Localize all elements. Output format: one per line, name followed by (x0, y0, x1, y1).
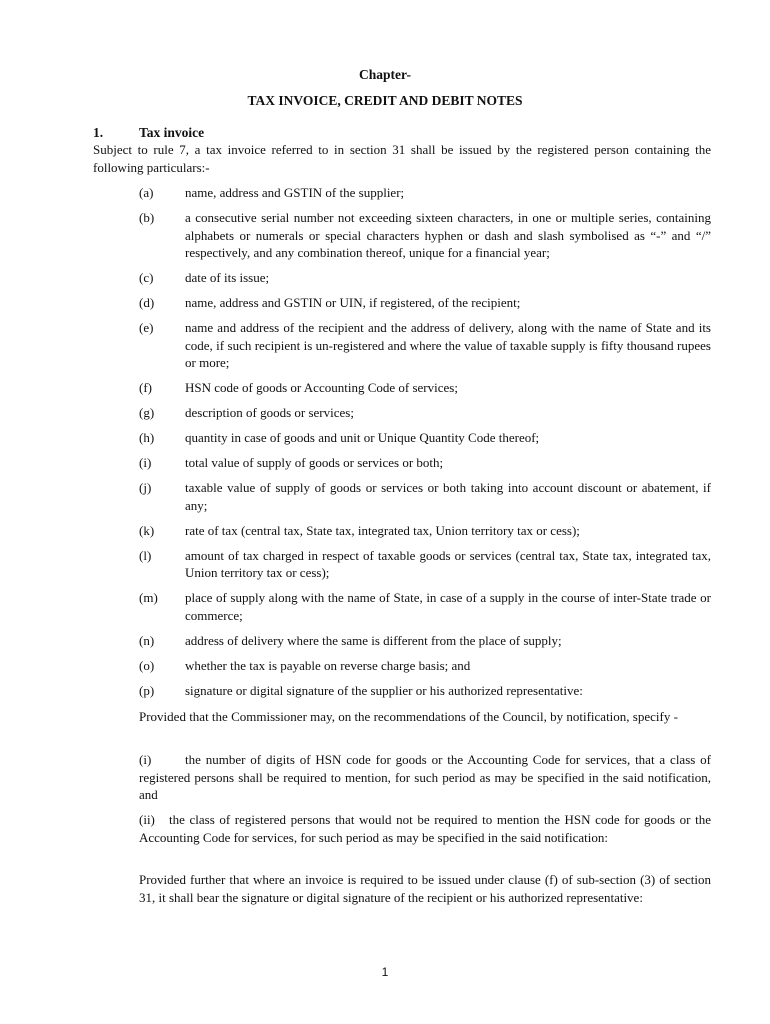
item-label: (e) (139, 320, 154, 335)
item-text: quantity in case of goods and unit or Unique Quantity Code thereof; (185, 430, 540, 445)
list-item (139, 404, 711, 422)
list-item (139, 269, 711, 287)
item-text: rate of tax (central tax, State tax, integrated tax, Union territory tax or cess); (185, 522, 580, 538)
intro-paragraph: Subject to rule 7, a tax invoice referred to in section 31 shall be issued by the registered person containing the following particulars:- (93, 142, 711, 175)
item-label: (g) (139, 405, 155, 420)
clause-label: (i) (139, 752, 152, 767)
list-item (139, 632, 711, 650)
item-text: name, address and GSTIN or UIN, if registered, of the recipient; (185, 295, 521, 310)
item-label: (b) (139, 210, 155, 225)
item-text: a consecutive serial number not exceeding sixteen characters, in one or multiple series, containing alphabets or numerals or special characters hyphen or dash and slash symbolised as “-” and “/” respectively, and any combination thereof, unique for a financial year; (185, 210, 711, 260)
list-item (139, 379, 711, 397)
particulars-list (139, 184, 711, 707)
list-item (139, 657, 711, 675)
clause-text: the number of digits of HSN code for goods or the Accounting Code for services, that a class of registered persons shall be required to mention, for such period as may be specified in the said notification, and (139, 752, 711, 802)
item-label: (n) (139, 632, 155, 648)
item-text: place of supply along with the name of State, in case of a supply in the course of inter-State trade or commerce; (185, 590, 711, 623)
list-item (139, 682, 711, 700)
item-text: HSN code of goods or Accounting Code of services; (185, 380, 458, 395)
item-label: (f) (139, 380, 152, 395)
section-number: 1. (93, 125, 104, 140)
list-item (139, 454, 711, 472)
proviso-further-paragraph: Provided further that where an invoice is required to be issued under clause (f) of sub-section (3) of section 31, it shall bear the signature or digital signature of the recipient or his authorized representative: (139, 872, 711, 905)
item-label: (d) (139, 295, 155, 310)
item-label: (h) (139, 430, 155, 445)
item-label: (o) (139, 657, 155, 673)
item-label: (a) (139, 185, 154, 200)
proviso-paragraph: Provided that the Commissioner may, on the recommendations of the Council, by notification, specify - (139, 709, 678, 724)
page-title: TAX INVOICE, CREDIT AND DEBIT NOTES (247, 93, 523, 108)
item-text: amount of tax charged in respect of taxable goods or services (central tax, State tax, integrated tax, Union territory tax or cess); (185, 547, 711, 580)
clause-label: (ii) (139, 812, 155, 827)
chapter-heading: Chapter- (359, 67, 411, 82)
list-item (139, 589, 711, 624)
item-text: name and address of the recipient and the address of delivery, along with the name of State and its code, if such recipient is un-registered and where the value of taxable supply is fifty thousand rupees or more; (185, 320, 711, 370)
list-item (139, 184, 711, 202)
list-item (139, 294, 711, 312)
clause-text: the class of registered persons that would not be required to mention the HSN code for goods or the Accounting Code for services, for such period as may be specified in the said notification: (139, 812, 711, 845)
item-text: whether the tax is payable on reverse charge basis; and (185, 657, 471, 673)
list-item (139, 479, 711, 514)
proviso-clause (139, 811, 711, 846)
item-label: (j) (139, 480, 152, 495)
list-item (139, 319, 711, 372)
section-heading (93, 124, 204, 142)
section-title: Tax invoice (139, 125, 205, 140)
list-item (139, 209, 711, 262)
proviso-clause (139, 751, 711, 804)
list-item (139, 522, 711, 540)
item-label: (p) (139, 682, 155, 698)
item-text: address of delivery where the same is different from the place of supply; (185, 632, 562, 648)
list-item (139, 547, 711, 582)
item-text: taxable value of supply of goods or services or both taking into account discount or abatement, if any; (185, 480, 711, 513)
item-label: (l) (139, 547, 152, 563)
item-label: (i) (139, 455, 152, 470)
item-text: signature or digital signature of the supplier or his authorized representative: (185, 682, 583, 698)
item-text: name, address and GSTIN of the supplier; (185, 185, 405, 200)
item-text: description of goods or services; (185, 405, 354, 420)
item-label: (k) (139, 522, 155, 538)
item-text: date of its issue; (185, 270, 270, 285)
item-label: (m) (139, 590, 158, 605)
item-text: total value of supply of goods or services or both; (185, 455, 444, 470)
list-item (139, 429, 711, 447)
page-number: 1 (381, 965, 389, 979)
item-label: (c) (139, 270, 154, 285)
